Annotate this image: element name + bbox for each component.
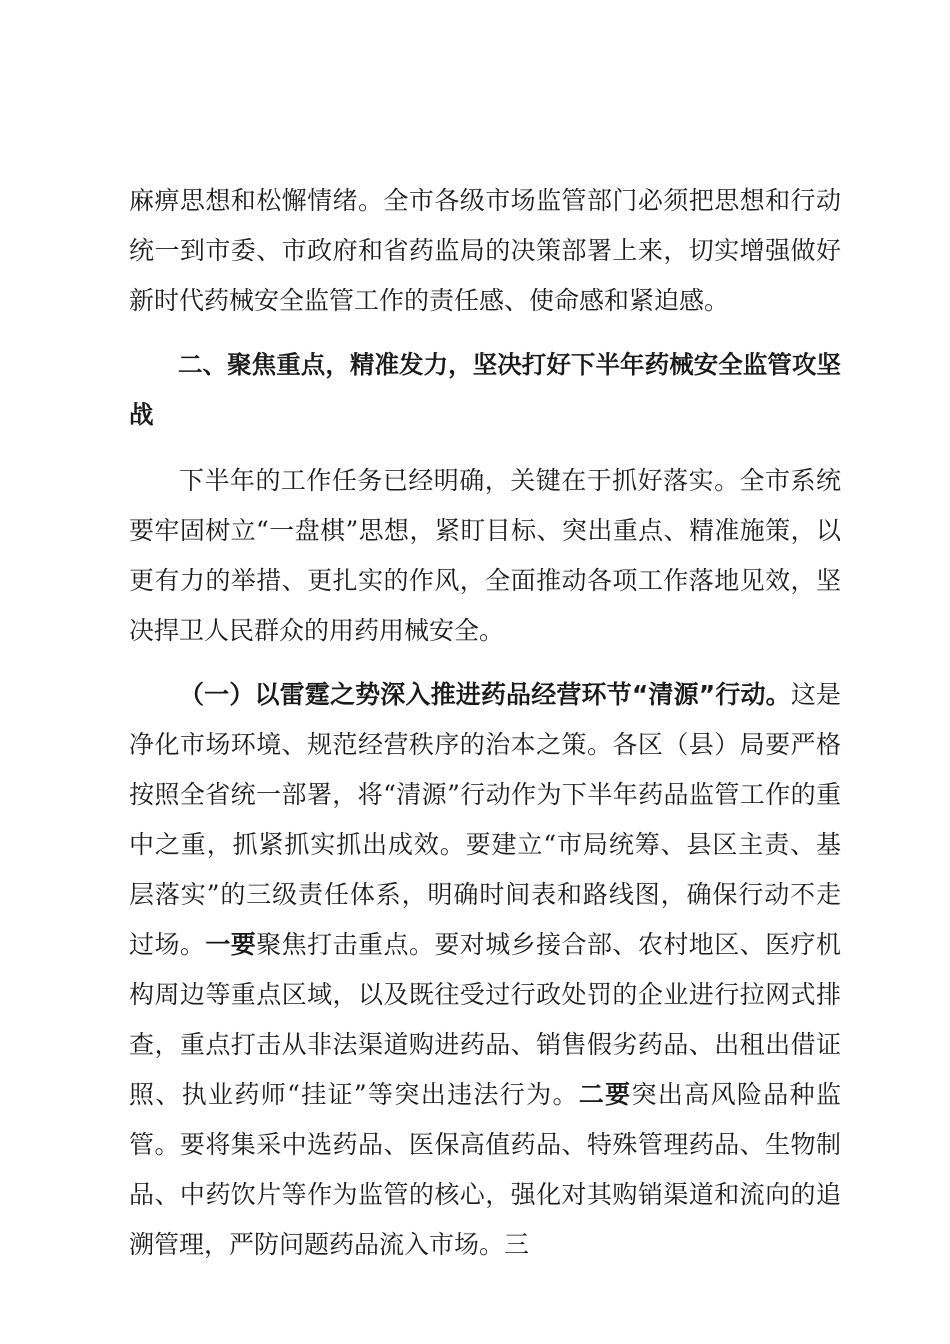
point-label-2: 二要	[578, 1080, 632, 1109]
point-label-3: 三	[504, 1230, 530, 1259]
subsection-text-1: 这是净化市场环境、规范经营秩序的治本之策。各区（县）局要严格按照全省统一部署，将“清源”行动作为下半年药品监管工作的重中之重，抓紧抓实抓出成效。要建立“市局统筹、县区主责、基层落实”的三级责任体系，明确时间表和路线图，确保行动不走过场。	[129, 680, 841, 959]
paragraph-section-2: 下半年的工作任务已经明确，关键在于抓好落实。全市系统要牢固树立“一盘棋”思想，紧盯目标、突出重点、精准施策，以更有力的举措、更扎实的作风，全面推动各项工作落地见效，坚决捍卫人民群众的用药用械安全。	[129, 466, 841, 645]
document-body	[129, 176, 841, 1270]
section-heading-2: 二、聚焦重点，精准发力，坚决打好下半年药械安全监管攻坚战	[129, 350, 841, 429]
point-label-1: 一要	[205, 930, 257, 959]
point-text-1: 聚焦打击重点。要对城乡接合部、农村地区、医疗机构周边等重点区域，以及既往受过行政处罚的企业进行拉网式排查，重点打击从非法渠道购进药品、销售假劣药品、出租出借证照、执业药师“挂证”等突出违法行为。	[129, 930, 841, 1109]
paragraph-subsection-1	[129, 670, 841, 1270]
point-text-2: 突出高风险品种监管。要将集采中选药品、医保高值药品、特殊管理药品、生物制品、中药饮片等作为监管的核心，强化对其购销渠道和流向的追溯管理，严防问题药品流入市场。	[129, 1080, 841, 1259]
subsection-title-1: （一）以雷霆之势深入推进药品经营环节“清源”行动。	[179, 680, 791, 709]
paragraph-intro: 麻痹思想和松懈情绪。全市各级市场监管部门必须把思想和行动统一到市委、市政府和省药监局的决策部署上来，切实增强做好新时代药械安全监管工作的责任感、使命感和紧迫感。	[129, 186, 841, 315]
